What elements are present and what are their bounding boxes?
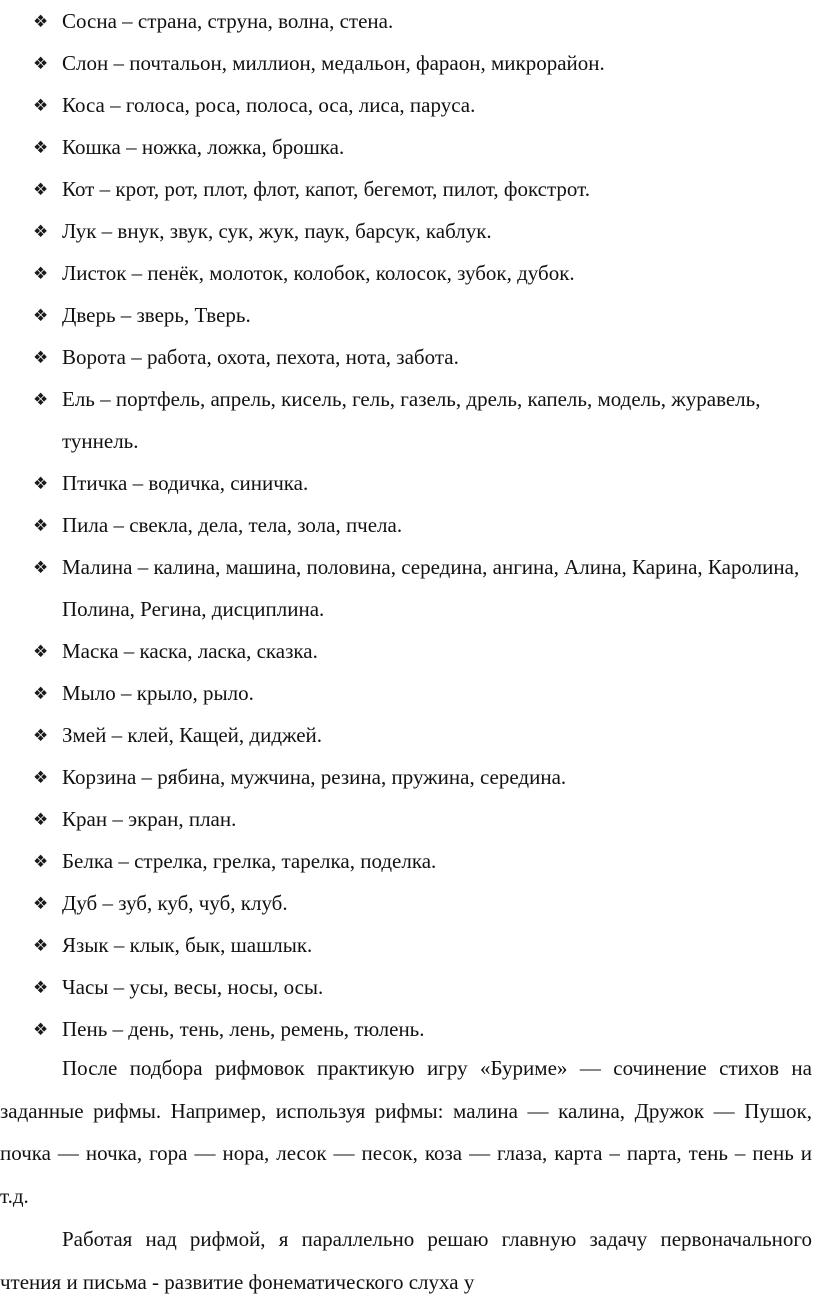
diamond-bullet-icon: ❖ bbox=[33, 222, 49, 242]
rhyme-text: Белка – стрелка, грелка, тарелка, поделка. bbox=[62, 849, 437, 873]
rhyme-list-item bbox=[0, 546, 816, 630]
rhyme-text: Часы – усы, весы, носы, осы. bbox=[62, 975, 324, 999]
rhyme-list-item bbox=[0, 798, 816, 840]
rhyme-text: Птичка – водичка, синичка. bbox=[62, 471, 309, 495]
rhyme-list-item bbox=[0, 714, 816, 756]
rhyme-list-item bbox=[0, 294, 816, 336]
paragraph-bouts-rimes bbox=[0, 1047, 812, 1217]
diamond-bullet-icon: ❖ bbox=[33, 684, 49, 704]
diamond-bullet-icon: ❖ bbox=[33, 390, 49, 410]
rhyme-list-item bbox=[0, 42, 816, 84]
rhyme-list-item bbox=[0, 672, 816, 714]
rhyme-text: Сосна – страна, струна, волна, стена. bbox=[62, 9, 394, 33]
diamond-bullet-icon: ❖ bbox=[33, 264, 49, 284]
diamond-bullet-icon: ❖ bbox=[33, 1020, 49, 1040]
rhyme-text: Корзина – рябина, мужчина, резина, пружина, середина. bbox=[62, 765, 567, 789]
rhyme-text: Пень – день, тень, лень, ремень, тюлень. bbox=[62, 1017, 425, 1041]
rhyme-text: Дуб – зуб, куб, чуб, клуб. bbox=[62, 891, 288, 915]
rhyme-list-item bbox=[0, 336, 816, 378]
rhyme-list-item bbox=[0, 168, 816, 210]
diamond-bullet-icon: ❖ bbox=[33, 138, 49, 158]
rhyme-text: Кран – экран, план. bbox=[62, 807, 237, 831]
diamond-bullet-icon: ❖ bbox=[33, 12, 49, 32]
rhyme-list-item bbox=[0, 210, 816, 252]
diamond-bullet-icon: ❖ bbox=[33, 558, 49, 578]
diamond-bullet-icon: ❖ bbox=[33, 306, 49, 326]
diamond-bullet-icon: ❖ bbox=[33, 96, 49, 116]
rhyme-list-item bbox=[0, 1008, 816, 1050]
diamond-bullet-icon: ❖ bbox=[33, 978, 49, 998]
diamond-bullet-icon: ❖ bbox=[33, 516, 49, 536]
rhyme-text: Маска – каска, ласка, сказка. bbox=[62, 639, 318, 663]
rhyme-text: Слон – почтальон, миллион, медальон, фараон, микрорайон. bbox=[62, 51, 605, 75]
rhyme-text: Кошка – ножка, ложка, брошка. bbox=[62, 135, 345, 159]
rhyme-list-item bbox=[0, 924, 816, 966]
diamond-bullet-icon: ❖ bbox=[33, 936, 49, 956]
diamond-bullet-icon: ❖ bbox=[33, 54, 49, 74]
paragraph-text: Работая над рифмой, я параллельно решаю главную задачу первоначального чтения и письма - развитие фонематического слуха у bbox=[0, 1227, 812, 1294]
diamond-bullet-icon: ❖ bbox=[33, 726, 49, 746]
rhyme-list-item bbox=[0, 252, 816, 294]
rhyme-list-item bbox=[0, 504, 816, 546]
rhyme-list-item bbox=[0, 84, 816, 126]
rhyme-text: Мыло – крыло, рыло. bbox=[62, 681, 254, 705]
rhyme-list-item bbox=[0, 378, 816, 462]
rhyme-text: Дверь – зверь, Тверь. bbox=[62, 303, 251, 327]
rhyme-list-item bbox=[0, 756, 816, 798]
rhyme-list-item bbox=[0, 630, 816, 672]
rhyme-text: Ворота – работа, охота, пехота, нота, забота. bbox=[62, 345, 459, 369]
rhyme-text: Змей – клей, Кащей, диджей. bbox=[62, 723, 323, 747]
diamond-bullet-icon: ❖ bbox=[33, 474, 49, 494]
diamond-bullet-icon: ❖ bbox=[33, 348, 49, 368]
rhyme-text: Лук – внук, звук, сук, жук, паук, барсук, каблук. bbox=[62, 219, 492, 243]
diamond-bullet-icon: ❖ bbox=[33, 768, 49, 788]
diamond-bullet-icon: ❖ bbox=[33, 810, 49, 830]
paragraph-text: После подбора рифмовок практикую игру «Буриме» — сочинение стихов на заданные рифмы. Например, используя рифмы: малина — калина, Дружок — Пушок, почка — ночка, гора — нора, лесок — песок, коза — глаза, карта – парта, тень – пень и т.д. bbox=[0, 1056, 812, 1208]
diamond-bullet-icon: ❖ bbox=[33, 180, 49, 200]
rhyme-text: Ель – портфель, апрель, кисель, гель, газель, дрель, капель, модель, журавель, туннель. bbox=[62, 387, 761, 453]
diamond-bullet-icon: ❖ bbox=[33, 642, 49, 662]
rhyme-text: Язык – клык, бык, шашлык. bbox=[62, 933, 313, 957]
rhyme-list-item bbox=[0, 462, 816, 504]
rhyme-list-item bbox=[0, 840, 816, 882]
rhyme-text: Пила – свекла, дела, тела, зола, пчела. bbox=[62, 513, 403, 537]
rhyme-text: Малина – калина, машина, половина, середина, ангина, Алина, Карина, Каролина, Полина, Регина, дисциплина. bbox=[62, 555, 800, 621]
rhyme-list-item bbox=[0, 966, 816, 1008]
rhyme-text: Листок – пенёк, молоток, колобок, колосок, зубок, дубок. bbox=[62, 261, 575, 285]
diamond-bullet-icon: ❖ bbox=[33, 894, 49, 914]
paragraph-rhyme-work bbox=[0, 1218, 812, 1303]
diamond-bullet-icon: ❖ bbox=[33, 852, 49, 872]
rhyme-list-item bbox=[0, 0, 816, 42]
rhyme-list-item bbox=[0, 882, 816, 924]
rhyme-list-item bbox=[0, 126, 816, 168]
rhyme-text: Коса – голоса, роса, полоса, оса, лиса, паруса. bbox=[62, 93, 476, 117]
rhyme-text: Кот – крот, рот, плот, флот, капот, бегемот, пилот, фокстрот. bbox=[62, 177, 591, 201]
